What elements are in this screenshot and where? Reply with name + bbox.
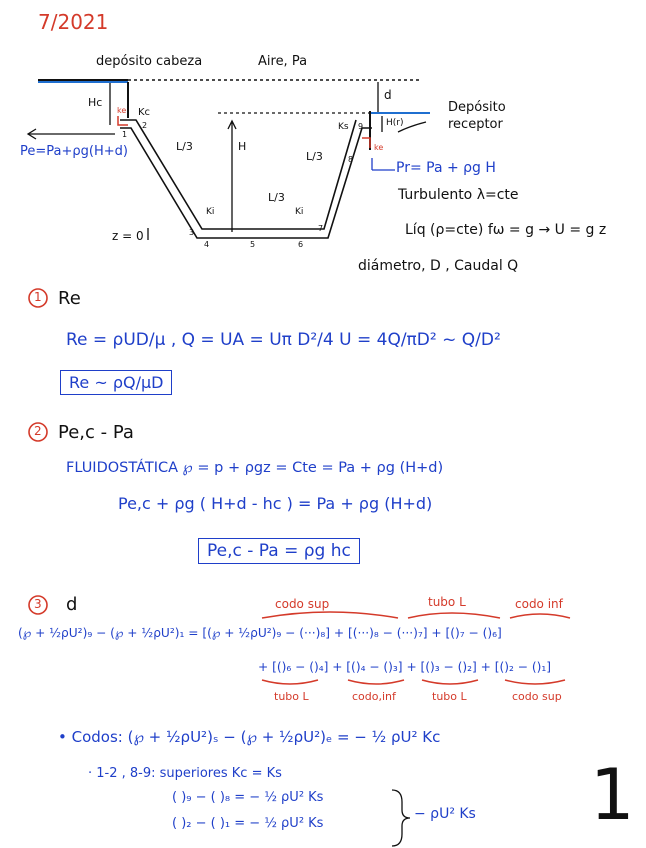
air-label: Aire, Pa: [258, 54, 308, 69]
node-2: 2: [142, 121, 148, 130]
ke-right-label: ke: [374, 143, 384, 152]
node-3: 3: [189, 228, 195, 237]
section-1-equation: Re = ρUD/μ , Q = UA = Uπ D²/4 U = 4Q/πD² ~ Q/D²: [66, 330, 501, 350]
page-number: 1: [590, 754, 635, 836]
tank-right-label-1: Depósito: [448, 100, 506, 115]
label-codo-inf-top: codo inf: [515, 597, 563, 611]
codos-sub-2: ( )₉ − ( )₈ = − ½ ρU² Ks: [172, 790, 324, 805]
section-2-equation-1: FLUIDOSTÁTICA ℘ = p + ρgz = Cte = Pa + ρg (H+d): [66, 460, 444, 476]
diameter-label: diámetro, D , Caudal Q: [358, 258, 519, 274]
section-2-result: Pe,c - Pa = ρg hc: [198, 538, 360, 564]
brace-codo-inf-2: [348, 680, 404, 684]
brace-codo-sup-2: [505, 680, 565, 684]
l3-bottom-label: L/3: [268, 191, 285, 204]
l3-right-label: L/3: [306, 150, 323, 163]
tank-right-label-2: receptor: [448, 117, 503, 132]
ki-right-label: Ki: [295, 207, 304, 217]
section-3-number: 3: [34, 597, 42, 611]
date: 7/2021: [38, 10, 109, 34]
section-1-number: 1: [34, 290, 42, 304]
ks-label: Ks: [338, 122, 349, 132]
pipe-outer: [120, 120, 356, 229]
codos-equation: • Codos: (℘ + ½ρU²)ₛ − (℘ + ½ρU²)ₑ = − ½ ρU² Kc: [58, 728, 441, 746]
node-6: 6: [298, 240, 304, 249]
d-label: d: [384, 88, 392, 102]
label-codo-sup-2: codo sup: [512, 690, 562, 703]
brace-codo-sup: [262, 612, 398, 618]
codos-sub-1: · 1-2 , 8-9: superiores Kc = Ks: [88, 766, 282, 781]
node-9: 9: [358, 122, 364, 131]
section-1-result: Re ~ ρQ/μD: [60, 370, 172, 395]
label-tubo-l-2: tubo L: [432, 690, 467, 703]
section-2-title: Pe,c - Pa: [58, 422, 134, 443]
turbulent-label: Turbulento λ=cte: [398, 187, 519, 203]
node-8: 8: [348, 155, 354, 164]
brace-tubo-l-2: [262, 680, 318, 684]
z-axis-label: z = 0: [112, 229, 144, 243]
ke-left-label: ke: [117, 106, 127, 115]
codos-sub-result: − ρU² Ks: [414, 806, 476, 822]
brace-codo-inf: [510, 614, 570, 618]
codos-sub-3: ( )₂ − ( )₁ = − ½ ρU² Ks: [172, 816, 324, 831]
l3-left-label: L/3: [176, 140, 193, 153]
hc-label: Hc: [88, 96, 103, 109]
section-3-equation-2: + [()₆ − ()₄] + [()₄ − ()₃] + [()₃ − ()₂] + [()₂ − ()₁]: [258, 660, 552, 674]
node-5: 5: [250, 240, 256, 249]
section-2-equation-2: Pe,c + ρg ( H+d - hc ) = Pa + ρg (H+d): [118, 494, 433, 513]
section-1-title: Re: [58, 288, 81, 309]
kc-left-label: Kc: [138, 107, 151, 118]
node-4: 4: [204, 240, 210, 249]
ki-left-label: Ki: [206, 207, 215, 217]
label-codo-inf: codo,inf: [352, 690, 396, 703]
label-tubo-l-top: tubo L: [428, 595, 466, 609]
hr-label: H(r): [386, 118, 404, 128]
section-3-equation-1: (℘ + ½ρU²)₉ − (℘ + ½ρU²)₁ = [(℘ + ½ρU²)₉ − (···)₈] + [(···)₈ − (···)₇] + [()₇ − ()₆]: [18, 626, 502, 640]
brace-tubo-l-3: [422, 680, 478, 684]
label-tubo-l: tubo L: [274, 690, 309, 703]
liquid-label: Líq (ρ=cte) fω = g → U = g z: [405, 222, 607, 238]
right-exit-marker: [362, 138, 370, 148]
tank-left-label: depósito cabeza: [96, 54, 203, 69]
section-3-title: d: [66, 594, 78, 615]
section-2-number: 2: [34, 424, 42, 438]
brace-tubo-l: [408, 613, 500, 618]
label-codo-sup: codo sup: [275, 597, 330, 611]
h-label: H: [238, 140, 247, 153]
sub-brace: [392, 790, 410, 846]
pe-formula: Pe=Pa+ρg(H+d): [20, 144, 128, 159]
pr-formula: Pr= Pa + ρg H: [396, 160, 496, 176]
node-1: 1: [122, 130, 128, 139]
node-7: 7: [318, 224, 324, 233]
